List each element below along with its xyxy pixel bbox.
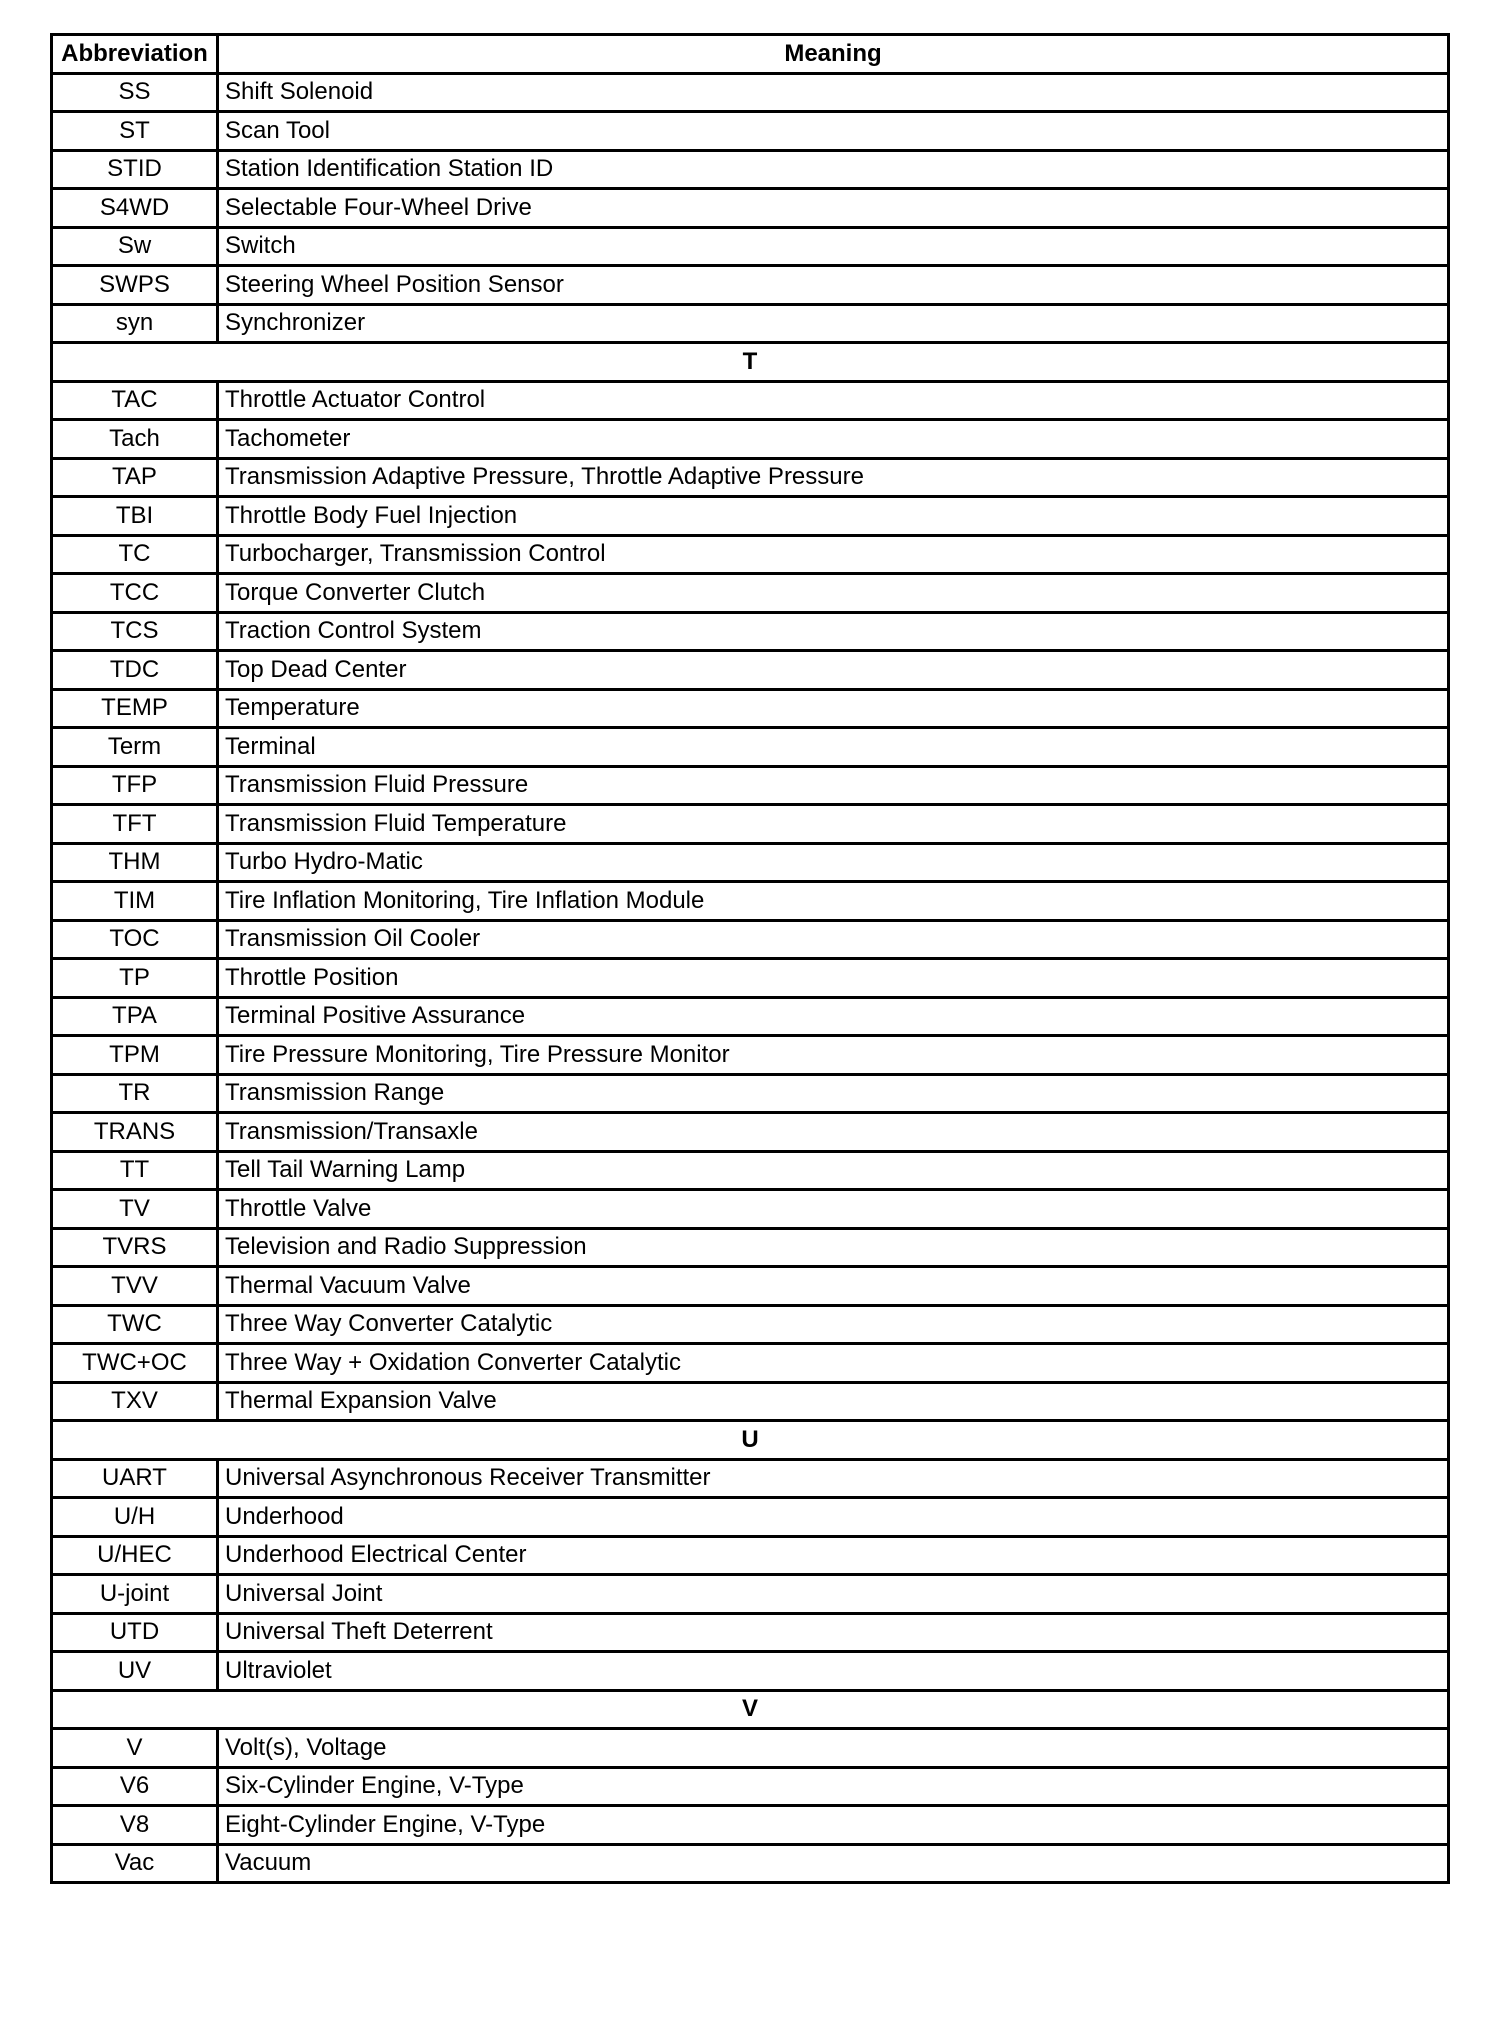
section-row (52, 1421, 1449, 1460)
meaning-cell: Three Way Converter Catalytic (218, 1305, 1449, 1344)
abbreviation-cell: TWC+OC (52, 1344, 218, 1383)
table-row (52, 1305, 1449, 1344)
abbreviation-cell: TXV (52, 1382, 218, 1421)
table-row (52, 73, 1449, 112)
meaning-cell: Transmission/Transaxle (218, 1113, 1449, 1152)
abbreviation-cell: U-joint (52, 1575, 218, 1614)
table-row (52, 535, 1449, 574)
meaning-cell: Underhood Electrical Center (218, 1536, 1449, 1575)
table-row (52, 1536, 1449, 1575)
abbreviation-cell: SS (52, 73, 218, 112)
abbreviation-cell: THM (52, 843, 218, 882)
abbreviation-cell: TBI (52, 497, 218, 536)
meaning-cell: Terminal (218, 728, 1449, 767)
table-row (52, 1113, 1449, 1152)
abbreviation-cell: TDC (52, 651, 218, 690)
meaning-cell: Temperature (218, 689, 1449, 728)
table-row (52, 497, 1449, 536)
abbreviation-cell: syn (52, 304, 218, 343)
meaning-cell: Transmission Fluid Temperature (218, 805, 1449, 844)
table-row (52, 458, 1449, 497)
table-row (52, 728, 1449, 767)
meaning-cell: Six-Cylinder Engine, V-Type (218, 1767, 1449, 1806)
abbreviation-cell: S4WD (52, 189, 218, 228)
abbreviations-table (50, 33, 1450, 1884)
table-row (52, 150, 1449, 189)
meaning-cell: Traction Control System (218, 612, 1449, 651)
section-row (52, 343, 1449, 382)
table-row (52, 1844, 1449, 1883)
table-row (52, 1344, 1449, 1383)
abbreviation-cell: STID (52, 150, 218, 189)
meaning-cell: Throttle Position (218, 959, 1449, 998)
abbreviation-cell: ST (52, 112, 218, 151)
meaning-cell: Scan Tool (218, 112, 1449, 151)
abbreviation-cell: TVRS (52, 1228, 218, 1267)
meaning-cell: Thermal Vacuum Valve (218, 1267, 1449, 1306)
abbreviation-cell: Sw (52, 227, 218, 266)
table-row (52, 1729, 1449, 1768)
table-row (52, 112, 1449, 151)
abbreviation-cell: TAP (52, 458, 218, 497)
abbreviation-cell: TV (52, 1190, 218, 1229)
table-row (52, 1652, 1449, 1691)
meaning-cell: Throttle Actuator Control (218, 381, 1449, 420)
meaning-cell: Universal Theft Deterrent (218, 1613, 1449, 1652)
abbreviation-cell: TAC (52, 381, 218, 420)
abbreviation-cell: TPM (52, 1036, 218, 1075)
table-row (52, 805, 1449, 844)
meaning-cell: Vacuum (218, 1844, 1449, 1883)
meaning-cell: Tire Pressure Monitoring, Tire Pressure Monitor (218, 1036, 1449, 1075)
meaning-cell: Television and Radio Suppression (218, 1228, 1449, 1267)
table-row (52, 1382, 1449, 1421)
meaning-cell: Terminal Positive Assurance (218, 997, 1449, 1036)
table-row (52, 1767, 1449, 1806)
table-row (52, 1074, 1449, 1113)
table-row (52, 1228, 1449, 1267)
abbreviation-cell: SWPS (52, 266, 218, 305)
section-letter: V (52, 1690, 1449, 1729)
abbreviation-cell: TPA (52, 997, 218, 1036)
abbreviation-cell: UTD (52, 1613, 218, 1652)
table-row (52, 266, 1449, 305)
section-letter: U (52, 1421, 1449, 1460)
abbreviation-cell: UART (52, 1459, 218, 1498)
abbreviation-cell: TWC (52, 1305, 218, 1344)
abbreviation-cell: TFP (52, 766, 218, 805)
meaning-cell: Tire Inflation Monitoring, Tire Inflation Module (218, 882, 1449, 921)
abbreviation-cell: TC (52, 535, 218, 574)
table-header-row (52, 35, 1449, 74)
table-row (52, 882, 1449, 921)
abbreviation-cell: TVV (52, 1267, 218, 1306)
abbreviation-cell: Term (52, 728, 218, 767)
meaning-cell: Synchronizer (218, 304, 1449, 343)
abbreviation-cell: UV (52, 1652, 218, 1691)
abbreviation-cell: TOC (52, 920, 218, 959)
table-row (52, 1267, 1449, 1306)
table-row (52, 381, 1449, 420)
meaning-cell: Volt(s), Voltage (218, 1729, 1449, 1768)
meaning-cell: Three Way + Oxidation Converter Catalytic (218, 1344, 1449, 1383)
abbreviation-cell: TRANS (52, 1113, 218, 1152)
abbreviation-cell: TCC (52, 574, 218, 613)
abbreviation-cell: U/HEC (52, 1536, 218, 1575)
abbreviation-cell: V6 (52, 1767, 218, 1806)
table-row (52, 1151, 1449, 1190)
section-letter: T (52, 343, 1449, 382)
abbreviation-cell: U/H (52, 1498, 218, 1537)
table-row (52, 920, 1449, 959)
meaning-cell: Turbocharger, Transmission Control (218, 535, 1449, 574)
meaning-cell: Steering Wheel Position Sensor (218, 266, 1449, 305)
meaning-cell: Underhood (218, 1498, 1449, 1537)
table-row (52, 651, 1449, 690)
table-row (52, 1190, 1449, 1229)
meaning-cell: Transmission Fluid Pressure (218, 766, 1449, 805)
table-row (52, 997, 1449, 1036)
meaning-cell: Transmission Range (218, 1074, 1449, 1113)
table-row (52, 227, 1449, 266)
table-row (52, 959, 1449, 998)
meaning-cell: Throttle Body Fuel Injection (218, 497, 1449, 536)
abbreviation-cell: Tach (52, 420, 218, 459)
table-row (52, 189, 1449, 228)
table-row (52, 1459, 1449, 1498)
header-meaning: Meaning (218, 35, 1449, 74)
abbreviation-cell: TT (52, 1151, 218, 1190)
meaning-cell: Top Dead Center (218, 651, 1449, 690)
abbreviation-cell: TP (52, 959, 218, 998)
abbreviation-cell: V (52, 1729, 218, 1768)
abbreviation-cell: TFT (52, 805, 218, 844)
table-body (52, 73, 1449, 1883)
abbreviation-cell: Vac (52, 1844, 218, 1883)
table-row (52, 766, 1449, 805)
meaning-cell: Selectable Four-Wheel Drive (218, 189, 1449, 228)
meaning-cell: Thermal Expansion Valve (218, 1382, 1449, 1421)
abbreviation-cell: TR (52, 1074, 218, 1113)
meaning-cell: Shift Solenoid (218, 73, 1449, 112)
meaning-cell: Throttle Valve (218, 1190, 1449, 1229)
table-row (52, 843, 1449, 882)
table-row (52, 689, 1449, 728)
table-row (52, 1498, 1449, 1537)
table-row (52, 304, 1449, 343)
section-row (52, 1690, 1449, 1729)
meaning-cell: Universal Joint (218, 1575, 1449, 1614)
meaning-cell: Torque Converter Clutch (218, 574, 1449, 613)
meaning-cell: Tell Tail Warning Lamp (218, 1151, 1449, 1190)
meaning-cell: Turbo Hydro-Matic (218, 843, 1449, 882)
table-row (52, 612, 1449, 651)
abbreviation-cell: TIM (52, 882, 218, 921)
meaning-cell: Tachometer (218, 420, 1449, 459)
abbreviation-cell: TCS (52, 612, 218, 651)
meaning-cell: Station Identification Station ID (218, 150, 1449, 189)
table-row (52, 574, 1449, 613)
meaning-cell: Universal Asynchronous Receiver Transmitter (218, 1459, 1449, 1498)
meaning-cell: Switch (218, 227, 1449, 266)
header-abbreviation: Abbreviation (52, 35, 218, 74)
abbreviation-cell: TEMP (52, 689, 218, 728)
table-row (52, 1613, 1449, 1652)
meaning-cell: Transmission Oil Cooler (218, 920, 1449, 959)
abbreviation-cell: V8 (52, 1806, 218, 1845)
table-row (52, 1806, 1449, 1845)
table-row (52, 420, 1449, 459)
meaning-cell: Eight-Cylinder Engine, V-Type (218, 1806, 1449, 1845)
table-row (52, 1575, 1449, 1614)
table-row (52, 1036, 1449, 1075)
meaning-cell: Ultraviolet (218, 1652, 1449, 1691)
meaning-cell: Transmission Adaptive Pressure, Throttle Adaptive Pressure (218, 458, 1449, 497)
